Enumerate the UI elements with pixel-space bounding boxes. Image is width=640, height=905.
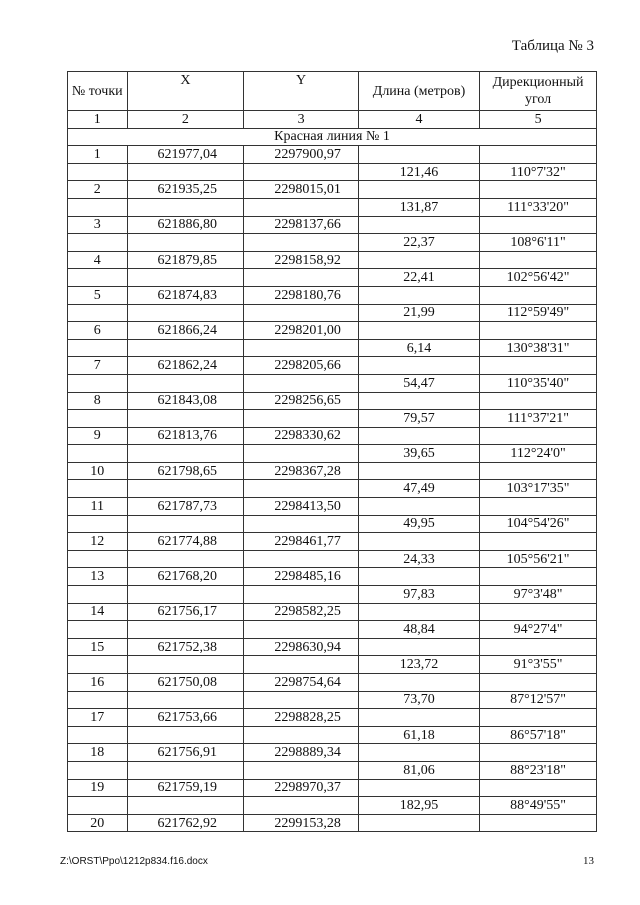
header-point: № точки xyxy=(68,72,128,111)
empty-cell xyxy=(68,269,128,287)
point-row xyxy=(68,779,597,797)
x-coordinate: 621750,08 xyxy=(127,674,244,692)
segment-row xyxy=(68,163,597,181)
segment-length: 47,49 xyxy=(358,480,479,498)
empty-cell xyxy=(68,761,128,779)
empty-cell xyxy=(244,304,359,322)
segment-angle: 88°49'55" xyxy=(480,797,597,815)
segment-row xyxy=(68,269,597,287)
page-number: 13 xyxy=(583,855,594,867)
column-number-row xyxy=(68,111,597,129)
point-row xyxy=(68,638,597,656)
segment-length: 121,46 xyxy=(358,163,479,181)
header-row xyxy=(68,72,597,111)
empty-cell xyxy=(68,445,128,463)
empty-cell xyxy=(244,797,359,815)
empty-cell xyxy=(480,603,597,621)
y-coordinate: 2298158,92 xyxy=(244,251,359,269)
segment-row xyxy=(68,656,597,674)
empty-cell xyxy=(244,163,359,181)
segment-row xyxy=(68,726,597,744)
empty-cell xyxy=(127,550,244,568)
empty-cell xyxy=(358,709,479,727)
point-row xyxy=(68,814,597,832)
segment-angle: 108°6'11" xyxy=(480,234,597,252)
segment-length: 22,37 xyxy=(358,234,479,252)
x-coordinate: 621977,04 xyxy=(127,146,244,164)
x-coordinate: 621774,88 xyxy=(127,533,244,551)
empty-cell xyxy=(480,462,597,480)
empty-cell xyxy=(244,234,359,252)
empty-cell xyxy=(480,568,597,586)
empty-cell xyxy=(127,339,244,357)
segment-row xyxy=(68,550,597,568)
empty-cell xyxy=(480,638,597,656)
segment-length: 54,47 xyxy=(358,374,479,392)
empty-cell xyxy=(127,726,244,744)
point-number: 9 xyxy=(68,427,128,445)
empty-cell xyxy=(244,410,359,428)
column-number: 2 xyxy=(127,111,244,129)
empty-cell xyxy=(68,797,128,815)
empty-cell xyxy=(68,515,128,533)
segment-angle: 111°37'21" xyxy=(480,410,597,428)
point-number: 17 xyxy=(68,709,128,727)
segment-length: 97,83 xyxy=(358,586,479,604)
segment-row xyxy=(68,761,597,779)
empty-cell xyxy=(68,198,128,216)
empty-cell xyxy=(358,181,479,199)
segment-angle: 112°59'49" xyxy=(480,304,597,322)
empty-cell xyxy=(68,410,128,428)
empty-cell xyxy=(358,603,479,621)
empty-cell xyxy=(68,374,128,392)
empty-cell xyxy=(358,779,479,797)
empty-cell xyxy=(127,656,244,674)
point-row xyxy=(68,674,597,692)
empty-cell xyxy=(480,146,597,164)
segment-length: 81,06 xyxy=(358,761,479,779)
empty-cell xyxy=(480,357,597,375)
footer-file-path: Z:\ORST\Ppo\1212p834.f16.docx xyxy=(60,856,208,867)
empty-cell xyxy=(480,674,597,692)
empty-cell xyxy=(358,638,479,656)
empty-cell xyxy=(127,621,244,639)
segment-angle: 103°17'35" xyxy=(480,480,597,498)
column-number: 3 xyxy=(244,111,359,129)
point-row xyxy=(68,462,597,480)
empty-cell xyxy=(480,533,597,551)
segment-angle: 112°24'0" xyxy=(480,445,597,463)
point-number: 8 xyxy=(68,392,128,410)
y-coordinate: 2298582,25 xyxy=(244,603,359,621)
x-coordinate: 621935,25 xyxy=(127,181,244,199)
segment-angle: 104°54'26" xyxy=(480,515,597,533)
point-number: 7 xyxy=(68,357,128,375)
empty-cell xyxy=(358,427,479,445)
point-number: 15 xyxy=(68,638,128,656)
segment-angle: 110°35'40" xyxy=(480,374,597,392)
point-number: 2 xyxy=(68,181,128,199)
point-row xyxy=(68,181,597,199)
empty-cell xyxy=(244,374,359,392)
x-coordinate: 621874,83 xyxy=(127,286,244,304)
empty-cell xyxy=(358,251,479,269)
table-caption: Таблица № 3 xyxy=(511,38,594,54)
empty-cell xyxy=(480,779,597,797)
empty-cell xyxy=(127,198,244,216)
point-row xyxy=(68,146,597,164)
empty-cell xyxy=(127,269,244,287)
x-coordinate: 621866,24 xyxy=(127,322,244,340)
segment-angle: 130°38'31" xyxy=(480,339,597,357)
empty-cell xyxy=(68,550,128,568)
segment-length: 48,84 xyxy=(358,621,479,639)
point-number: 6 xyxy=(68,322,128,340)
empty-cell xyxy=(244,515,359,533)
point-number: 16 xyxy=(68,674,128,692)
y-coordinate: 2298630,94 xyxy=(244,638,359,656)
section-row xyxy=(68,128,597,146)
empty-cell xyxy=(127,234,244,252)
segment-length: 61,18 xyxy=(358,726,479,744)
point-number: 4 xyxy=(68,251,128,269)
empty-cell xyxy=(244,726,359,744)
y-coordinate: 2298754,64 xyxy=(244,674,359,692)
segment-angle: 91°3'55" xyxy=(480,656,597,674)
x-coordinate: 621756,17 xyxy=(127,603,244,621)
column-number: 4 xyxy=(358,111,479,129)
empty-cell xyxy=(127,445,244,463)
point-row xyxy=(68,357,597,375)
empty-cell xyxy=(480,709,597,727)
empty-cell xyxy=(127,304,244,322)
point-number: 13 xyxy=(68,568,128,586)
header-y: Y xyxy=(244,72,359,111)
empty-cell xyxy=(480,251,597,269)
segment-row xyxy=(68,445,597,463)
empty-cell xyxy=(68,480,128,498)
empty-cell xyxy=(244,761,359,779)
segment-length: 24,33 xyxy=(358,550,479,568)
header-angle: Дирекционный угол xyxy=(480,72,597,111)
empty-cell xyxy=(358,322,479,340)
empty-cell xyxy=(244,269,359,287)
point-row xyxy=(68,568,597,586)
column-number: 1 xyxy=(68,111,128,129)
point-row xyxy=(68,251,597,269)
empty-cell xyxy=(244,586,359,604)
x-coordinate: 621886,80 xyxy=(127,216,244,234)
empty-cell xyxy=(68,234,128,252)
empty-cell xyxy=(480,744,597,762)
empty-cell xyxy=(358,216,479,234)
empty-cell xyxy=(358,744,479,762)
empty-cell xyxy=(244,691,359,709)
point-number: 18 xyxy=(68,744,128,762)
point-row xyxy=(68,533,597,551)
x-coordinate: 621798,65 xyxy=(127,462,244,480)
segment-row xyxy=(68,797,597,815)
empty-cell xyxy=(127,761,244,779)
empty-cell xyxy=(68,656,128,674)
x-coordinate: 621768,20 xyxy=(127,568,244,586)
y-coordinate: 2298461,77 xyxy=(244,533,359,551)
x-coordinate: 621843,08 xyxy=(127,392,244,410)
empty-cell xyxy=(480,427,597,445)
empty-cell xyxy=(244,621,359,639)
header-x: X xyxy=(127,72,244,111)
segment-row xyxy=(68,339,597,357)
empty-cell xyxy=(68,304,128,322)
section-title: Красная линия № 1 xyxy=(68,128,597,146)
empty-cell xyxy=(480,181,597,199)
empty-cell xyxy=(358,286,479,304)
empty-cell xyxy=(244,445,359,463)
point-number: 20 xyxy=(68,814,128,832)
segment-row xyxy=(68,621,597,639)
empty-cell xyxy=(127,163,244,181)
segment-length: 22,41 xyxy=(358,269,479,287)
y-coordinate: 2298485,16 xyxy=(244,568,359,586)
empty-cell xyxy=(68,691,128,709)
segment-length: 49,95 xyxy=(358,515,479,533)
empty-cell xyxy=(358,462,479,480)
column-number: 5 xyxy=(480,111,597,129)
y-coordinate: 2298201,00 xyxy=(244,322,359,340)
segment-length: 123,72 xyxy=(358,656,479,674)
segment-row xyxy=(68,234,597,252)
empty-cell xyxy=(68,163,128,181)
empty-cell xyxy=(480,322,597,340)
segment-row xyxy=(68,410,597,428)
empty-cell xyxy=(244,480,359,498)
segment-length: 131,87 xyxy=(358,198,479,216)
empty-cell xyxy=(358,568,479,586)
segment-row xyxy=(68,515,597,533)
segment-row xyxy=(68,198,597,216)
y-coordinate: 2298889,34 xyxy=(244,744,359,762)
y-coordinate: 2298367,28 xyxy=(244,462,359,480)
y-coordinate: 2298828,25 xyxy=(244,709,359,727)
empty-cell xyxy=(358,533,479,551)
point-row xyxy=(68,498,597,516)
y-coordinate: 2298413,50 xyxy=(244,498,359,516)
y-coordinate: 2298137,66 xyxy=(244,216,359,234)
x-coordinate: 621762,92 xyxy=(127,814,244,832)
empty-cell xyxy=(480,498,597,516)
point-number: 5 xyxy=(68,286,128,304)
empty-cell xyxy=(358,357,479,375)
empty-cell xyxy=(127,480,244,498)
empty-cell xyxy=(127,586,244,604)
segment-row xyxy=(68,480,597,498)
point-row xyxy=(68,744,597,762)
segment-angle: 102°56'42" xyxy=(480,269,597,287)
y-coordinate: 2298180,76 xyxy=(244,286,359,304)
empty-cell xyxy=(244,339,359,357)
point-row xyxy=(68,286,597,304)
empty-cell xyxy=(480,286,597,304)
empty-cell xyxy=(68,339,128,357)
y-coordinate: 2297900,97 xyxy=(244,146,359,164)
segment-angle: 87°12'57" xyxy=(480,691,597,709)
point-row xyxy=(68,392,597,410)
y-coordinate: 2299153,28 xyxy=(244,814,359,832)
point-number: 1 xyxy=(68,146,128,164)
empty-cell xyxy=(68,586,128,604)
x-coordinate: 621759,19 xyxy=(127,779,244,797)
empty-cell xyxy=(358,146,479,164)
segment-angle: 86°57'18" xyxy=(480,726,597,744)
point-number: 11 xyxy=(68,498,128,516)
empty-cell xyxy=(358,814,479,832)
empty-cell xyxy=(68,621,128,639)
x-coordinate: 621813,76 xyxy=(127,427,244,445)
empty-cell xyxy=(127,515,244,533)
segment-angle: 110°7'32" xyxy=(480,163,597,181)
empty-cell xyxy=(480,392,597,410)
point-row xyxy=(68,709,597,727)
coordinates-table xyxy=(67,71,597,832)
segment-angle: 94°27'4" xyxy=(480,621,597,639)
empty-cell xyxy=(358,674,479,692)
empty-cell xyxy=(244,656,359,674)
point-number: 3 xyxy=(68,216,128,234)
x-coordinate: 621752,38 xyxy=(127,638,244,656)
segment-row xyxy=(68,374,597,392)
segment-length: 39,65 xyxy=(358,445,479,463)
empty-cell xyxy=(480,216,597,234)
segment-row xyxy=(68,691,597,709)
segment-length: 73,70 xyxy=(358,691,479,709)
empty-cell xyxy=(480,814,597,832)
segment-angle: 88°23'18" xyxy=(480,761,597,779)
y-coordinate: 2298205,66 xyxy=(244,357,359,375)
point-number: 19 xyxy=(68,779,128,797)
segment-length: 79,57 xyxy=(358,410,479,428)
empty-cell xyxy=(244,550,359,568)
header-length: Длина (метров) xyxy=(358,72,479,111)
x-coordinate: 621879,85 xyxy=(127,251,244,269)
x-coordinate: 621787,73 xyxy=(127,498,244,516)
empty-cell xyxy=(68,726,128,744)
point-number: 10 xyxy=(68,462,128,480)
y-coordinate: 2298970,37 xyxy=(244,779,359,797)
x-coordinate: 621756,91 xyxy=(127,744,244,762)
y-coordinate: 2298256,65 xyxy=(244,392,359,410)
empty-cell xyxy=(358,498,479,516)
segment-angle: 105°56'21" xyxy=(480,550,597,568)
y-coordinate: 2298330,62 xyxy=(244,427,359,445)
x-coordinate: 621753,66 xyxy=(127,709,244,727)
y-coordinate: 2298015,01 xyxy=(244,181,359,199)
segment-length: 6,14 xyxy=(358,339,479,357)
empty-cell xyxy=(127,410,244,428)
segment-row xyxy=(68,304,597,322)
segment-row xyxy=(68,586,597,604)
x-coordinate: 621862,24 xyxy=(127,357,244,375)
point-number: 12 xyxy=(68,533,128,551)
empty-cell xyxy=(244,198,359,216)
segment-length: 182,95 xyxy=(358,797,479,815)
point-number: 14 xyxy=(68,603,128,621)
empty-cell xyxy=(127,797,244,815)
segment-angle: 97°3'48" xyxy=(480,586,597,604)
point-row xyxy=(68,322,597,340)
empty-cell xyxy=(127,374,244,392)
empty-cell xyxy=(127,691,244,709)
segment-angle: 111°33'20" xyxy=(480,198,597,216)
empty-cell xyxy=(358,392,479,410)
point-row xyxy=(68,603,597,621)
point-row xyxy=(68,216,597,234)
point-row xyxy=(68,427,597,445)
segment-length: 21,99 xyxy=(358,304,479,322)
